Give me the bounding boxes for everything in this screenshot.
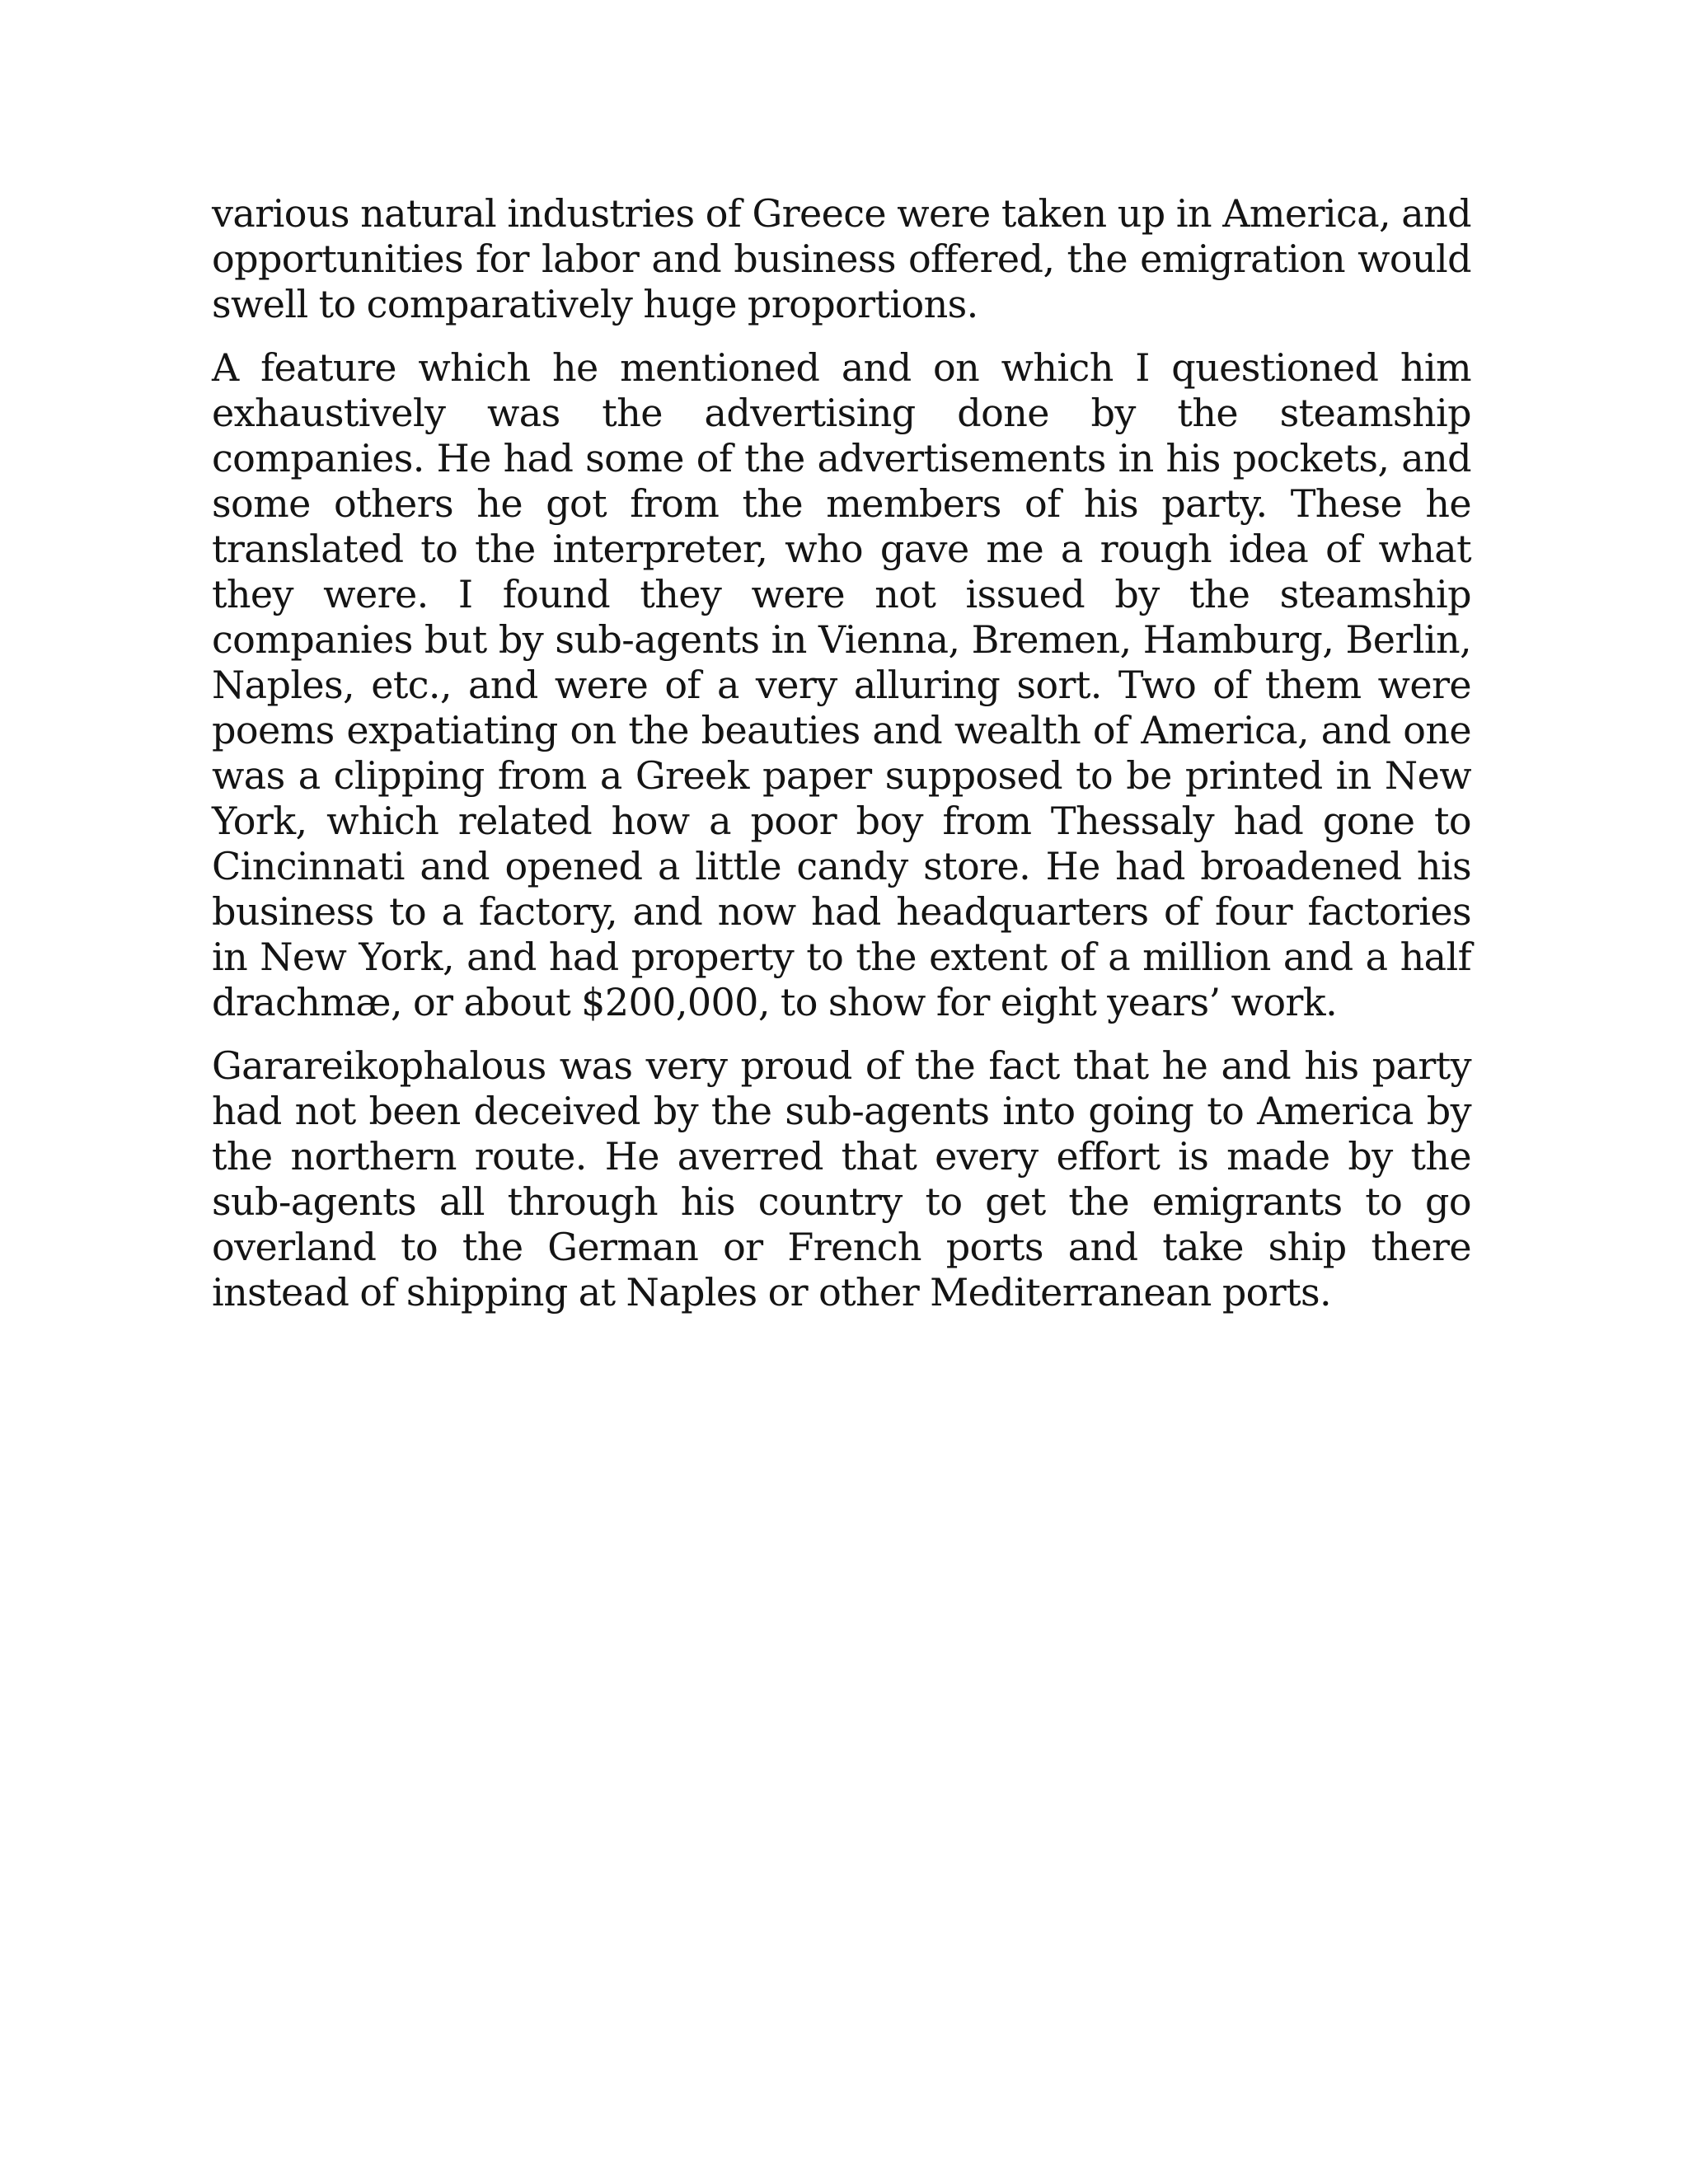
paragraph-3 [212,1043,1471,1315]
paragraph-1 [212,191,1471,327]
paragraph-line: Garareikophalous was very proud of the fact that he and his party [212,1043,1471,1088]
paragraph-line: the German or French ports and take ship there instead of shipping [212,1225,1471,1315]
paragraph-line: A feature which he mentioned and on which I questioned him [212,345,1471,390]
paragraph-line: alluring sort. Two of them were poems expatiating on the beauties [212,663,1471,752]
paragraph-line: extent of a million and a half drachmæ, or about $200,000, to show [212,935,1471,1024]
paragraph-line: swell to comparatively huge proportions. [212,282,978,326]
paragraph-line: they were not issued by the steamship companies but by sub-agents [212,572,1471,662]
paragraph-line: He had broadened his business to a factory, and now had [212,844,1472,934]
paragraph-2 [212,345,1471,1025]
paragraph-line: in Vienna, Bremen, Hamburg, Berlin, Naples, etc., and were of a very [212,617,1471,707]
paragraph-line: for eight years’ work. [935,980,1338,1024]
paragraph-line: northern route. He averred that every effort is made by the sub- [212,1134,1472,1224]
text-body [212,191,1471,1333]
paragraph-line: had not been deceived by the sub-agents into going to America by the [212,1089,1471,1179]
paragraph-line: and wealth of America, and one was a clipping from a Greek paper [212,708,1471,798]
paragraph-line: at Naples or other Mediterranean ports. [578,1270,1332,1315]
paragraph-line: various natural industries of Greece were taken up in America, and [212,191,1471,236]
paragraph-line: opportunities for labor and business offered, the emigration would [212,237,1471,281]
paragraph-line: from Thessaly had gone to Cincinnati and opened a little candy store. [212,799,1471,888]
paragraph-line: supposed to be printed in New York, which related how a poor boy [212,753,1471,843]
paragraph-line: He had some of the advertisements in his pockets, and some others [212,436,1472,526]
paragraph-line: interpreter, who gave me a rough idea of what they were. I found [212,527,1471,616]
paragraph-line: agents all through his country to get the emigrants to go overland to [212,1179,1471,1269]
paragraph-line: he got from the members of his party. These he translated to the [212,481,1471,571]
paragraph-line: headquarters of four factories in New York, and had property to the [212,889,1471,979]
paragraph-line: exhaustively was the advertising done by the steamship companies. [212,391,1471,480]
